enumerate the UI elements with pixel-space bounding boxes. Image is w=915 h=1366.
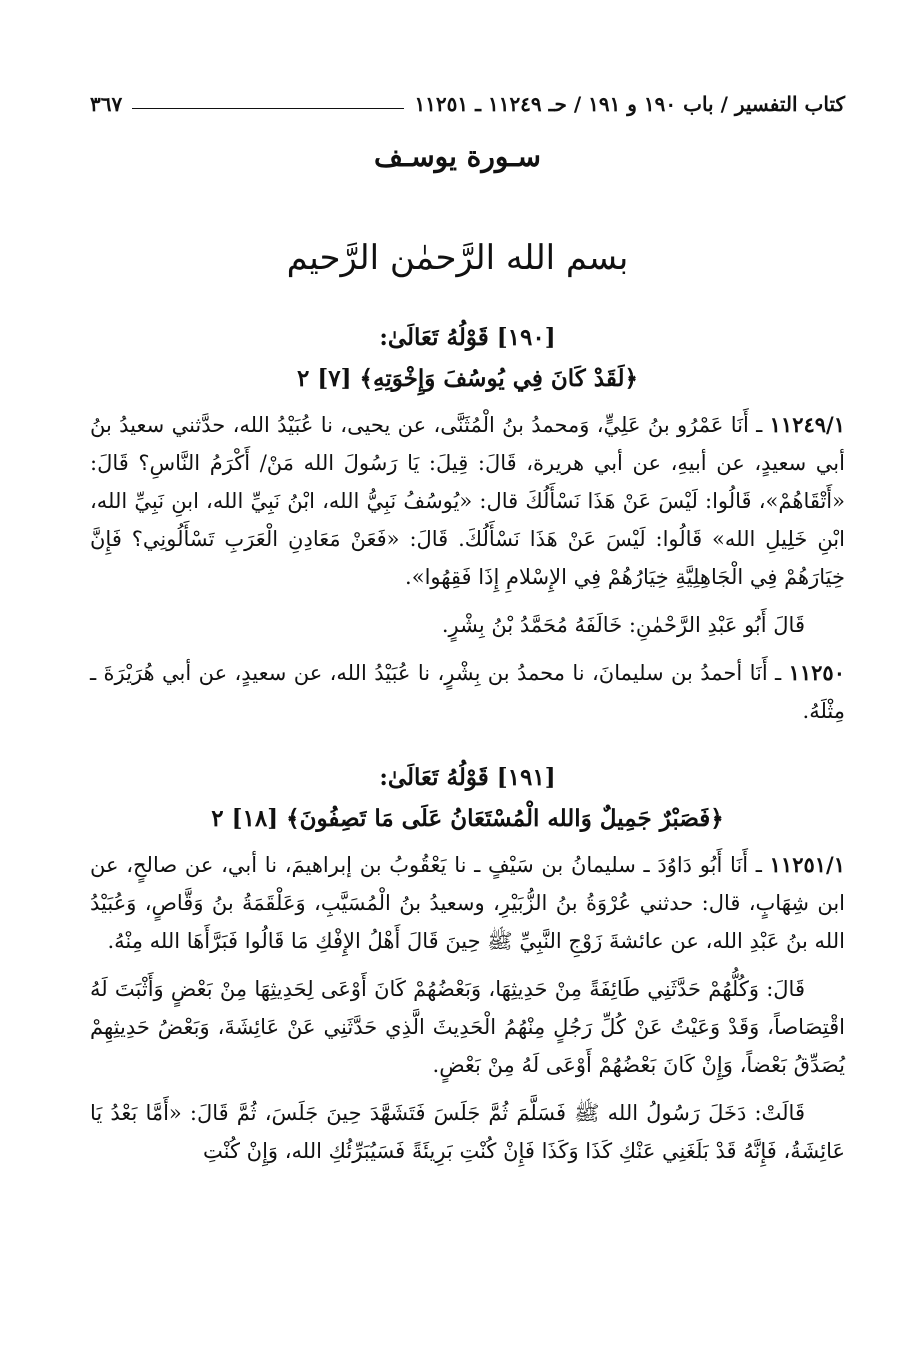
section-spacer (90, 740, 845, 758)
chapter-heading: [١٩٠] قَوْلُهُ تَعَالَىٰ: (379, 324, 556, 351)
body-text (90, 318, 845, 1180)
chapter-heading: [١٩١] قَوْلُهُ تَعَالَىٰ: (379, 764, 556, 791)
commentary-paragraph (90, 1094, 845, 1170)
paragraph-text: ـ أَنَا أَبُو دَاوُدَ ـ سليمانُ بن سَيْفٍ ـ نا يَعْقُوبُ بن إبراهيمَ، نا أبي، عن صالحٍ، عن ابن شِهَابٍ، قال: حدثني عُرْوَةُ بنُ الزُّبَيْرِ، وسعيدُ بنُ الْمُسَيَّبِ، وَعَلْقَمَةُ بنُ وَقَّاصٍ، وَعُبَيْدُ الله بنُ عَبْدِ الله، عن عائشةَ زَوْجِ النَّبِيِّ ﷺ حِينَ قَالَ أَهْلُ الإِفْكِ مَا قَالُوا فَبَرَّأَهَا الله مِنْهُ. (90, 853, 845, 953)
commentary-paragraph (90, 606, 845, 644)
hadith-number: ١١٢٥٠ (788, 660, 845, 685)
basmala: بسم الله الرَّحمٰن الرَّحيم (286, 238, 629, 278)
running-header (90, 88, 845, 120)
running-header-title: كتاب التفسير / باب ١٩٠ و ١٩١ / حـ ١١٢٤٩ ـ ١١٢٥١ (414, 92, 845, 116)
quran-verse: ﴿فَصَبْرٌ جَمِيلٌ وَالله الْمُسْتَعَانُ عَلَى مَا تَصِفُونَ﴾ [١٨] ٢ (211, 805, 724, 832)
hadith-paragraph (90, 846, 845, 960)
hadith-paragraph (90, 406, 845, 596)
commentary-paragraph (90, 970, 845, 1084)
hadith-paragraph (90, 654, 845, 730)
paragraph-text: قَالَ: وَكُلُّهُمْ حَدَّثَنِي طَائِفَةً مِنْ حَدِيثِهَا، وَبَعْضُهُمْ كَانَ أَوْعَى لِحَدِيثِهَا مِنْ بَعْضٍ وَأَثْبَتَ لَهُ اقْتِصَاصاً، وَقَدْ وَعَيْتُ عَنْ كُلِّ رَجُلٍ مِنْهُمُ الْحَدِيثَ الَّذِي حَدَّثَنِي عَنْ عَائِشَةَ، وَبَعْضُ حَدِيثِهِمْ يُصَدِّقُ بَعْضاً، وَإِنْ كَانَ بَعْضُهُمْ أَوْعَى لَهُ مِنْ بَعْضٍ. (90, 977, 845, 1077)
page-number: ٣٦٧ (90, 92, 123, 116)
hadith-number: ١١٢٥١/١ (769, 852, 845, 877)
paragraph-text: ـ أَنَا أحمدُ بن سليمانَ، نا محمدُ بن بِشْرٍ، نا عُبَيْدُ الله، عن سعيدٍ، عن أبي هُرَيْرَةَ ـ مِثْلَهُ. (90, 661, 845, 723)
hadith-number: ١١٢٤٩/١ (769, 412, 845, 437)
header-rule (132, 108, 404, 109)
quran-verse: ﴿لَقَدْ كَانَ فِي يُوسُفَ وَإِخْوَتِهِ﴾ [٧] ٢ (297, 365, 638, 392)
surah-title: سـورة يوسـف (374, 140, 541, 173)
paragraph-text: قَالَ أَبُو عَبْدِ الرَّحْمٰنِ: خَالَفَهُ مُحَمَّدُ بْنُ بِشْرٍ. (441, 613, 805, 637)
paragraph-text: قَالَتْ: دَخَلَ رَسُولُ الله ﷺ فَسَلَّمَ ثُمَّ جَلَسَ فَتَشَهَّدَ حِينَ جَلَسَ، ثُمَّ قَالَ: «أَمَّا بَعْدُ يَا عَائِشَةُ، فَإِنَّهُ قَدْ بَلَغَنِي عَنْكِ كَذَا وَكَذَا فَإِنْ كُنْتِ بَرِيئَةً فَسَيُبَرِّئُكِ الله، وَإِنْ كُنْتِ (90, 1101, 845, 1163)
paragraph-text: ـ أَنَا عَمْرُو بنُ عَلِيٍّ، وَمحمدُ بنُ الْمُثَنَّى، عن يحيى، نا عُبَيْدُ الله، حدَّثني سعيدُ بنُ أبي سعيدٍ، عن أبيهِ، عن أبي هريرة، قَالَ: قِيلَ: يَا رَسُولَ الله مَنْ/ أَكْرَمُ النَّاسِ؟ قَالَ: «أَتْقَاهُمْ»، قَالُوا: لَيْسَ عَنْ هَذَا نَسْأَلُكَ قال: «يُوسُفُ نَبِيُّ الله، ابْنُ نَبِيِّ الله، ابنِ نَبِيِّ الله، ابْنِ خَلِيلِ الله» قَالُوا: لَيْسَ عَنْ هَذَا نَسْأَلُكَ. قَالَ: «فَعَنْ مَعَادِنِ الْعَرَبِ تَسْأَلُونِي؟ فَإِنَّ خِيَارَهُمْ فِي الْجَاهِلِيَّةِ خِيَارُهُمْ فِي الإِسْلامِ إِذَا فَقِهُوا». (90, 413, 845, 589)
